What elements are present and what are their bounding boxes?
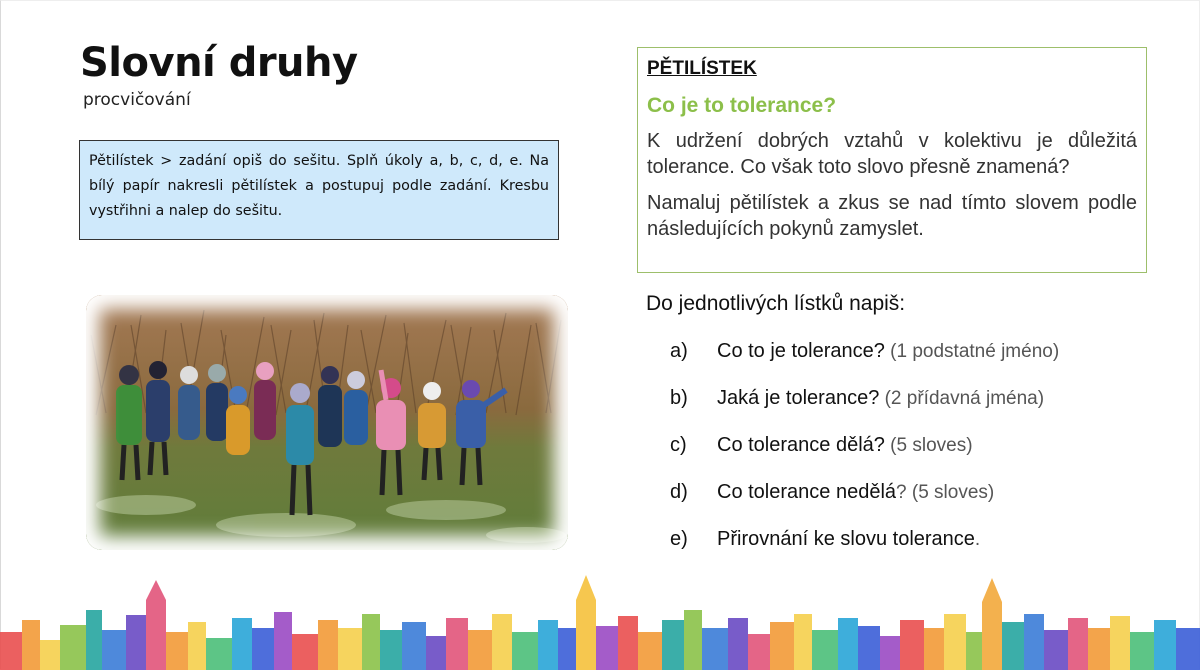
list-item-c: [670, 434, 1170, 481]
info-paragraph-2: Namaluj pětilístek a zkus se nad tímto slovem podle následujících pokynů zamyslet.: [647, 192, 1137, 240]
info-box: [637, 47, 1147, 273]
group-photo: [86, 295, 568, 550]
list-letter: b): [670, 387, 688, 409]
list-note: (5 sloves): [884, 435, 973, 456]
list-item-b: [670, 387, 1170, 434]
city-skyline-decoration: [0, 570, 1200, 670]
list-item-a: [670, 340, 1170, 387]
page-subtitle: procvičování: [83, 90, 191, 110]
info-heading: PĚTILÍSTEK: [647, 58, 757, 79]
list-letter: d): [670, 481, 688, 503]
list-note: ? (5 sloves): [896, 482, 995, 503]
task-instructions-text: Pětilístek > zadání opiš do sešitu. Splň úkoly a, b, c, d, e. Na bílý papír nakresli pětilístek a postupuj podle zadání. Kresbu vystřihni a nalep do sešitu.: [89, 153, 549, 219]
page-title: Slovní druhy: [80, 40, 358, 86]
children-in-field-illustration: [86, 295, 568, 550]
task-instructions-box: [79, 140, 559, 240]
list-item-e: [670, 528, 1170, 575]
list-note: .: [974, 529, 981, 550]
list-main: Jaká je tolerance?: [717, 387, 880, 409]
list-main: Co tolerance dělá?: [717, 434, 885, 456]
list-main: Co to je tolerance?: [717, 340, 885, 362]
info-question: Co je to tolerance?: [647, 94, 837, 117]
list-letter: c): [670, 434, 687, 456]
list-item-d: [670, 481, 1170, 528]
task-list: [670, 340, 1170, 575]
list-note: (1 podstatné jméno): [884, 341, 1060, 362]
list-main: Přirovnání ke slovu tolerance: [717, 528, 975, 550]
info-paragraph-1: K udržení dobrých vztahů v kolektivu je důležitá tolerance. Co však toto slovo přesně znamená?: [647, 130, 1137, 178]
list-letter: a): [670, 340, 688, 362]
list-main: Co tolerance nedělá: [717, 481, 897, 503]
list-note: (2 přídavná jména): [879, 388, 1045, 409]
list-letter: e): [670, 528, 688, 550]
list-intro: Do jednotlivých lístků napiš:: [646, 292, 906, 315]
